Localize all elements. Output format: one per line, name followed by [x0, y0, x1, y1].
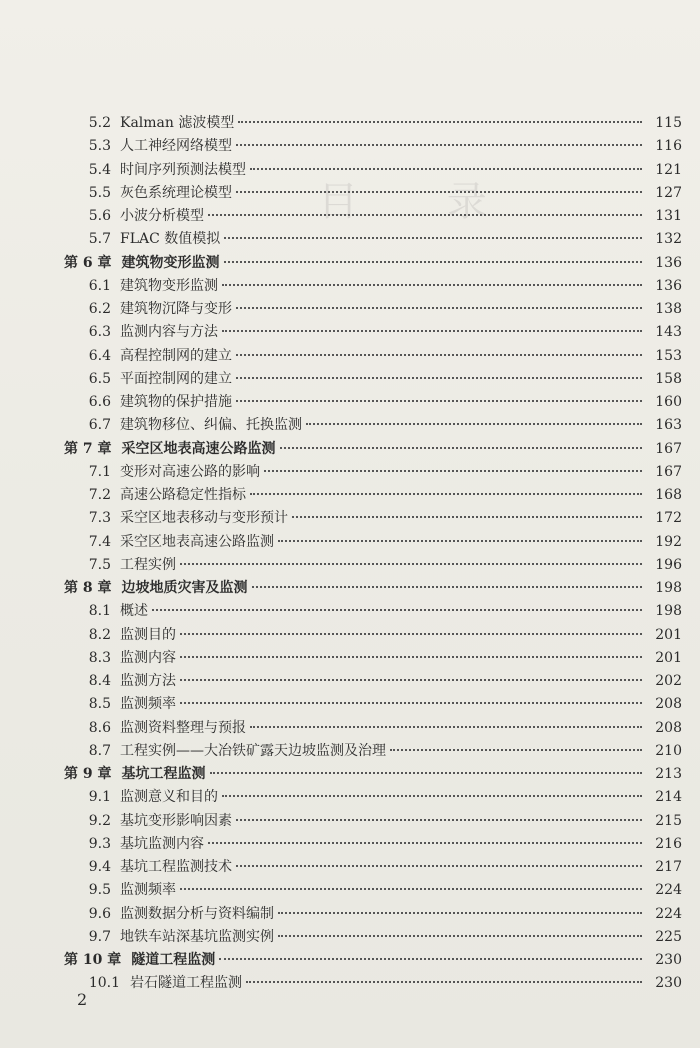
dot-leader [280, 437, 643, 449]
toc-entry-number: 第 10 章 [64, 952, 122, 968]
toc-entry-title: 地铁车站深基坑监测实例 [120, 928, 274, 945]
toc-entry-number: 9.2 [88, 812, 111, 829]
toc-entry-number: 6.6 [88, 394, 111, 410]
toc-entry-number: 8.5 [88, 696, 111, 713]
toc-section-row [64, 810, 682, 833]
dot-leader [278, 925, 642, 937]
toc-entry-title: 高速公路稳定性指标 [120, 487, 246, 503]
toc-section-row [64, 275, 682, 298]
toc-entry-page: 160 [655, 394, 682, 410]
dot-leader [236, 367, 642, 379]
toc-entry-number: 第 8 章 [64, 580, 112, 596]
toc-entry-page: 143 [655, 324, 682, 341]
toc-entry-number: 8.2 [88, 626, 111, 643]
toc-entry-page: 131 [655, 208, 682, 224]
dot-leader [236, 134, 642, 146]
toc-entry-page: 163 [655, 417, 682, 434]
watermark: 目 录 [318, 179, 525, 225]
toc-entry-number: 10.1 [88, 975, 120, 992]
toc-entry-number: 9.1 [88, 789, 111, 806]
toc-entry-page: 198 [655, 603, 682, 620]
toc-entry-page: 136 [655, 277, 682, 294]
toc-chapter-row [64, 252, 682, 275]
toc-entry-page: 196 [655, 556, 682, 573]
dot-leader [152, 599, 642, 611]
toc-section-row [64, 786, 682, 809]
toc-entry-number: 6.5 [88, 370, 111, 387]
dot-leader [180, 623, 642, 635]
toc-entry-number: 6.3 [88, 324, 111, 341]
toc-entry-title: 小波分析模型 [120, 208, 204, 224]
toc-chapter-row [64, 438, 682, 461]
toc-entry-page: 136 [655, 254, 682, 271]
toc-entry-page: 167 [655, 440, 682, 457]
toc-section-row [64, 926, 682, 949]
toc-section-row [64, 531, 682, 554]
toc-section-row [64, 228, 682, 251]
dot-leader [250, 716, 642, 728]
dot-leader [278, 902, 642, 914]
toc-entry-page: 127 [655, 184, 682, 201]
toc-entry-page: 198 [655, 580, 682, 596]
toc-entry-title: 建筑物的保护措施 [120, 394, 232, 410]
toc-entry-page: 208 [655, 719, 682, 736]
dot-leader [236, 809, 642, 821]
toc-entry-page: 167 [655, 463, 682, 480]
toc-entry-number: 8.6 [88, 719, 111, 736]
dot-leader [180, 646, 642, 658]
toc-entry-title: 基坑工程监测 [121, 766, 206, 782]
toc-entry-number: 第 6 章 [64, 254, 112, 271]
toc-entry-page: 210 [655, 742, 682, 759]
toc-entry-number: 7.5 [88, 556, 111, 573]
toc-chapter-row [64, 577, 682, 600]
toc-section-row [64, 484, 682, 507]
dot-leader [180, 669, 642, 681]
dot-leader [236, 344, 642, 356]
toc-entry-number: 6.4 [88, 347, 111, 364]
toc-section-row [64, 135, 682, 158]
toc-section-row [64, 693, 682, 716]
toc-entry-page: 225 [655, 928, 682, 945]
toc-entry-title: 监测方法 [120, 673, 176, 689]
toc-entry-number: 9.5 [88, 882, 111, 899]
toc-section-row [64, 298, 682, 321]
toc-entry-page: 168 [655, 487, 682, 503]
toc-entry-page: 153 [655, 347, 682, 364]
toc-entry-page: 214 [655, 789, 682, 806]
toc-entry-title: 建筑物移位、纠偏、托换监测 [120, 417, 302, 434]
toc-entry-page: 224 [655, 905, 682, 922]
dot-leader [390, 739, 642, 751]
toc-entry-page: 192 [655, 533, 682, 550]
toc-entry-number: 8.4 [88, 673, 111, 689]
toc-section-row [64, 414, 682, 437]
toc-entry-title: 工程实例 [120, 556, 176, 573]
dot-leader [236, 390, 642, 402]
dot-leader [224, 227, 642, 239]
toc-entry-title: 监测资料整理与预报 [120, 719, 246, 736]
toc-section-row [64, 112, 682, 135]
dot-leader [222, 274, 642, 286]
toc-section-row [64, 368, 682, 391]
toc-entry-number: 9.7 [88, 928, 111, 945]
toc-section-row [64, 972, 682, 995]
toc-entry-number: 5.3 [88, 138, 111, 155]
toc-section-row [64, 833, 682, 856]
dot-leader [210, 762, 643, 774]
toc-entry-page: 208 [655, 696, 682, 713]
dot-leader [180, 553, 642, 565]
toc-entry-number: 5.2 [88, 115, 111, 131]
toc-entry-number: 5.4 [88, 161, 111, 178]
dot-leader [246, 971, 642, 983]
toc-entry-title: Kalman 滤波模型 [120, 115, 235, 131]
toc-entry-title: 建筑物变形监测 [120, 277, 218, 294]
dot-leader [252, 576, 643, 588]
toc-entry-title: 基坑监测内容 [120, 835, 204, 852]
toc-entry-page: 115 [655, 115, 682, 131]
toc-entry-number: 6.2 [88, 301, 111, 317]
toc-entry-title: 采空区地表高速公路监测 [120, 533, 274, 550]
page-number: 2 [77, 990, 88, 1009]
toc-section-row [64, 391, 682, 414]
dot-leader [250, 483, 642, 495]
toc-entry-title: 时间序列预测法模型 [120, 161, 246, 178]
toc-entry-number: 5.7 [88, 231, 111, 248]
toc-section-row [64, 205, 682, 228]
toc-entry-number: 5.6 [88, 208, 111, 224]
toc-entry-title: 边坡地质灾害及监测 [121, 580, 248, 596]
toc-entry-page: 121 [655, 161, 682, 178]
toc-section-row [64, 740, 682, 763]
dot-leader [208, 832, 642, 844]
toc-entry-title: 高程控制网的建立 [120, 347, 232, 364]
dot-leader [180, 692, 642, 704]
toc-entry-title: FLAC 数值模拟 [120, 231, 221, 248]
toc-entry-page: 217 [655, 859, 682, 875]
toc-section-row [64, 624, 682, 647]
dot-leader [236, 181, 642, 193]
dot-leader [208, 204, 642, 216]
toc-entry-title: 岩石隧道工程监测 [130, 975, 242, 992]
dot-leader [292, 506, 642, 518]
toc-entry-title: 监测数据分析与资料编制 [120, 905, 274, 922]
toc-entry-title: 监测目的 [120, 626, 176, 643]
toc-entry-title: 人工神经网络模型 [120, 138, 232, 155]
toc-section-row [64, 182, 682, 205]
toc-entry-page: 158 [655, 370, 682, 387]
toc-entry-page: 216 [655, 835, 682, 852]
dot-leader [278, 530, 642, 542]
toc-entry-number: 第 9 章 [64, 766, 112, 782]
toc-entry-page: 116 [655, 138, 682, 155]
toc-entry-title: 灰色系统理论模型 [120, 184, 232, 201]
toc-section-row [64, 507, 682, 530]
toc-entry-title: 隧道工程监测 [131, 952, 216, 968]
toc-entry-page: 172 [655, 510, 682, 527]
dot-leader [236, 297, 642, 309]
toc-entry-title: 建筑物变形监测 [121, 254, 220, 271]
toc-section-row [64, 717, 682, 740]
toc-section-row [64, 159, 682, 182]
toc-entry-number: 7.2 [88, 487, 111, 503]
toc-entry-page: 202 [655, 673, 682, 689]
toc-entry-title: 监测频率 [120, 696, 176, 713]
toc-entry-title: 监测内容 [120, 649, 176, 666]
toc-entry-page: 230 [655, 952, 682, 968]
dot-leader [238, 111, 642, 123]
toc-section-row [64, 321, 682, 344]
table-of-contents [64, 112, 682, 996]
toc-entry-page: 213 [655, 766, 682, 782]
toc-chapter-row [64, 949, 682, 972]
toc-section-row [64, 647, 682, 670]
toc-entry-number: 8.7 [88, 742, 111, 759]
toc-entry-title: 平面控制网的建立 [120, 370, 232, 387]
dot-leader [236, 855, 642, 867]
toc-section-row [64, 345, 682, 368]
toc-entry-number: 第 7 章 [64, 440, 112, 457]
dot-leader [250, 158, 642, 170]
toc-entry-title: 基坑变形影响因素 [120, 812, 232, 829]
toc-entry-page: 230 [655, 975, 682, 992]
toc-entry-page: 138 [655, 301, 682, 317]
toc-entry-number: 8.1 [88, 603, 111, 620]
dot-leader [219, 948, 642, 960]
toc-entry-title: 工程实例——大冶铁矿露天边坡监测及治理 [120, 742, 386, 759]
toc-section-row [64, 879, 682, 902]
toc-entry-page: 224 [655, 882, 682, 899]
toc-entry-title: 监测内容与方法 [120, 324, 218, 341]
toc-entry-number: 9.3 [88, 835, 111, 852]
toc-entry-title: 采空区地表移动与变形预计 [120, 510, 288, 527]
toc-section-row [64, 856, 682, 879]
toc-entry-title: 监测意义和目的 [120, 789, 218, 806]
toc-section-row [64, 461, 682, 484]
toc-entry-number: 6.1 [88, 277, 111, 294]
toc-chapter-row [64, 763, 682, 786]
toc-entry-title: 监测频率 [120, 882, 176, 899]
toc-entry-title: 采空区地表高速公路监测 [121, 440, 276, 457]
toc-entry-number: 7.4 [88, 533, 111, 550]
toc-section-row [64, 670, 682, 693]
dot-leader [180, 878, 642, 890]
toc-entry-number: 6.7 [88, 417, 111, 434]
toc-entry-title: 基坑工程监测技术 [120, 859, 232, 875]
toc-section-row [64, 600, 682, 623]
toc-entry-number: 7.1 [88, 463, 111, 480]
dot-leader [222, 785, 642, 797]
toc-section-row [64, 554, 682, 577]
toc-entry-page: 215 [655, 812, 682, 829]
dot-leader [222, 320, 642, 332]
toc-entry-page: 201 [655, 649, 682, 666]
toc-entry-number: 7.3 [88, 510, 111, 527]
toc-entry-number: 9.4 [88, 859, 111, 875]
dot-leader [264, 460, 642, 472]
toc-entry-number: 5.5 [88, 184, 111, 201]
toc-entry-title: 概述 [120, 603, 148, 620]
toc-entry-number: 9.6 [88, 905, 111, 922]
toc-entry-page: 201 [655, 626, 682, 643]
toc-entry-page: 132 [655, 231, 682, 248]
toc-entry-title: 变形对高速公路的影响 [120, 463, 260, 480]
toc-section-row [64, 903, 682, 926]
dot-leader [306, 413, 642, 425]
dot-leader [224, 251, 643, 263]
toc-entry-number: 8.3 [88, 649, 111, 666]
toc-entry-title: 建筑物沉降与变形 [120, 301, 232, 317]
